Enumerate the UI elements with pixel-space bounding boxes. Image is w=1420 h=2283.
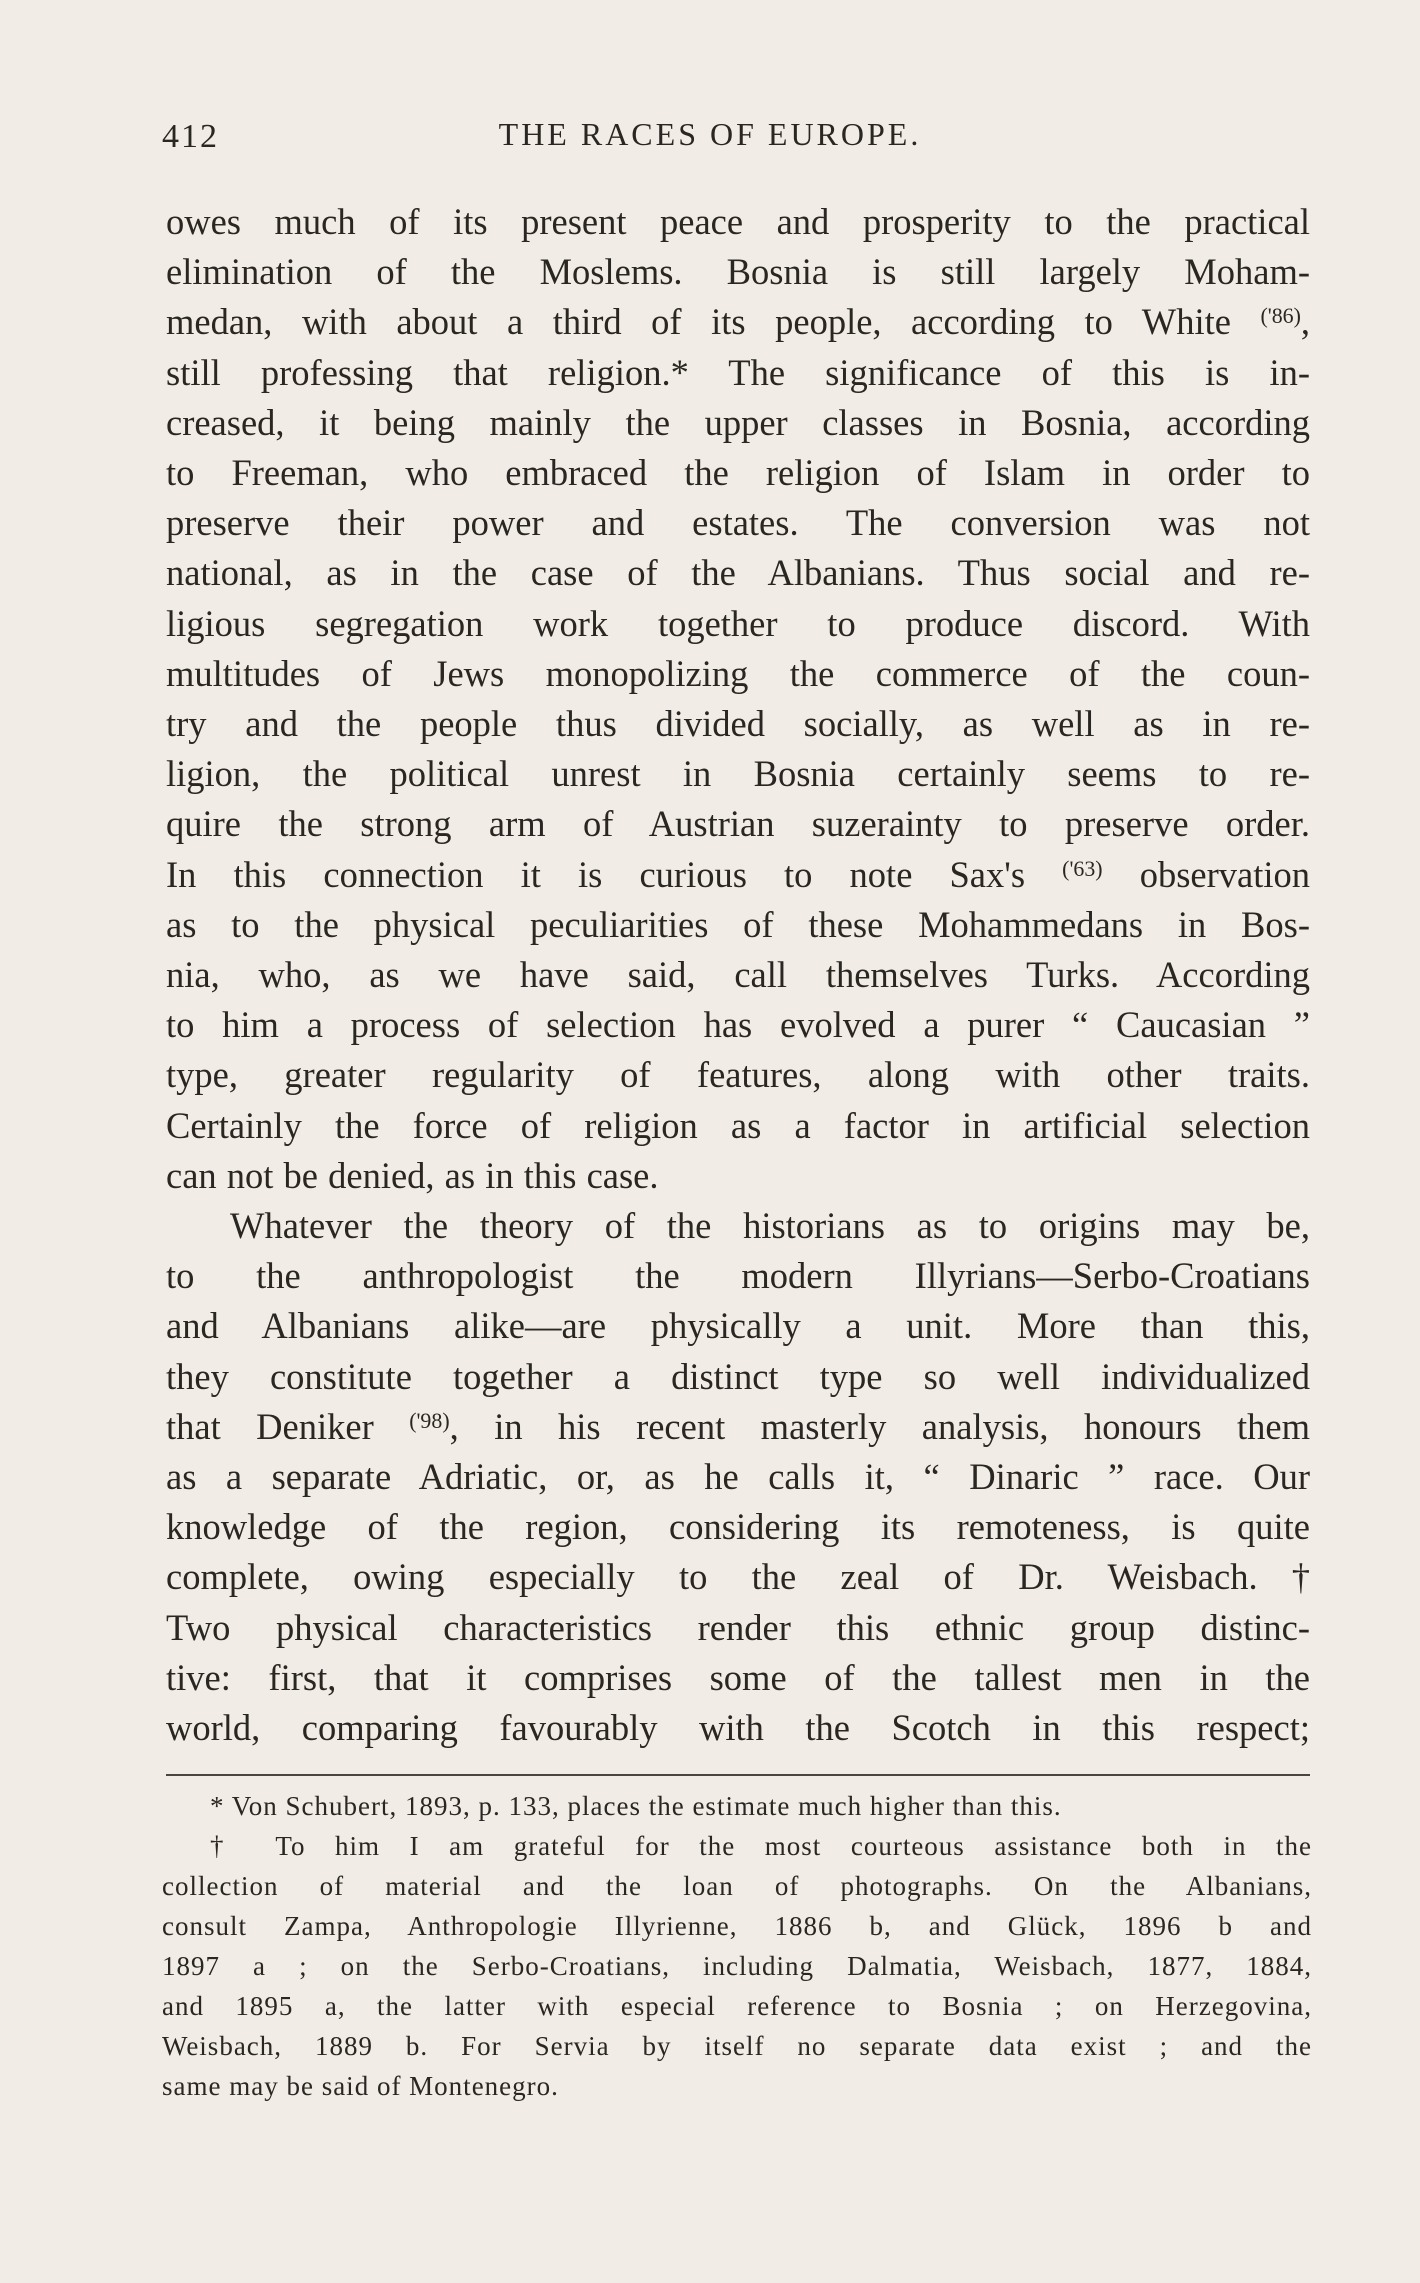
text-line: can not be denied, as in this case. — [166, 1154, 659, 1196]
text-fragment: In this connection it is curious to note Sax's — [166, 853, 1026, 895]
text-line: to him a process of selection has evolved a purer “ Caucasian ” — [166, 1004, 1310, 1046]
text-line: Certainly the force of religion as a factor in artificial selection — [166, 1104, 1310, 1146]
text-fragment: that Deniker — [166, 1405, 374, 1447]
page-header — [0, 112, 1420, 162]
text-line: they constitute together a distinct type so well individualized — [166, 1355, 1310, 1397]
footnote-line: and 1895 a, the latter with especial reference to Bosnia ; on Herzegovina, — [162, 1991, 1312, 2021]
text-fragment: , — [1300, 301, 1311, 343]
text-line: try and the people thus divided socially, as well as in re- — [166, 703, 1310, 745]
text-line: creased, it being mainly the upper classes in Bosnia, according — [166, 401, 1310, 443]
footnote-line: Weisbach, 1889 b. For Servia by itself no separate data exist ; and the — [162, 2031, 1312, 2061]
text-line: tive: first, that it comprises some of the tallest men in the — [166, 1656, 1310, 1698]
text-line: nia, who, as we have said, call themselves Turks. According — [166, 954, 1310, 996]
text-fragment: medan, with about a third of its people, according to White — [166, 301, 1231, 343]
text-line: elimination of the Moslems. Bosnia is still largely Moham- — [166, 251, 1310, 293]
paragraph-2 — [166, 1201, 1310, 1753]
text-line: ligious segregation work together to produce discord. With — [166, 602, 1310, 644]
text-line: type, greater regularity of features, along with other traits. — [166, 1054, 1310, 1096]
text-line: knowledge of the region, considering its remoteness, is quite — [166, 1506, 1310, 1548]
citation-white: ('86) — [1260, 303, 1301, 329]
text-fragment: , in his recent masterly analysis, honours them — [449, 1405, 1311, 1447]
text-line: still professing that religion.* The significance of this is in- — [166, 351, 1310, 393]
footnote-2 — [162, 1826, 1312, 2106]
body-text — [166, 197, 1310, 1753]
text-line — [166, 850, 1310, 900]
text-fragment: observation — [1102, 853, 1311, 895]
paragraph-1 — [166, 197, 1310, 1201]
text-line: as to the physical peculiarities of these Mohammedans in Bos- — [166, 903, 1310, 945]
text-line: and Albanians alike—are physically a unit. More than this, — [166, 1305, 1310, 1347]
footnotes — [162, 1786, 1312, 2106]
footnote-line: † To him I am grateful for the most courteous assistance both in the — [210, 1831, 1312, 1861]
text-line: Two physical characteristics render this ethnic group distinc- — [166, 1606, 1310, 1648]
text-line: preserve their power and estates. The conversion was not — [166, 502, 1310, 544]
footnote-line: same may be said of Montenegro. — [162, 2071, 559, 2101]
text-line — [166, 297, 1310, 347]
page-number: 412 — [162, 118, 219, 155]
footnote-line: * Von Schubert, 1893, p. 133, places the estimate much higher than this. — [210, 1791, 1062, 1821]
text-line: to Freeman, who embraced the religion of Islam in order to — [166, 452, 1310, 494]
text-line: Whatever the theory of the historians as to origins may be, — [230, 1205, 1310, 1247]
text-line: multitudes of Jews monopolizing the commerce of the coun- — [166, 652, 1310, 694]
running-head: THE RACES OF EUROPE. — [498, 116, 922, 152]
citation-deniker: ('98) — [409, 1407, 450, 1433]
text-line: owes much of its present peace and prosperity to the practical — [166, 201, 1310, 242]
footnote-line: 1897 a ; on the Serbo-Croatians, including Dalmatia, Weisbach, 1877, 1884, — [162, 1951, 1312, 1981]
text-line: ligion, the political unrest in Bosnia certainly seems to re- — [166, 753, 1310, 795]
footnote-line: collection of material and the loan of photographs. On the Albanians, — [162, 1871, 1312, 1901]
text-line: as a separate Adriatic, or, as he calls it, “ Dinaric ” race. Our — [166, 1456, 1310, 1498]
text-line — [166, 1402, 1310, 1452]
footnote-divider — [166, 1774, 1310, 1776]
text-line: to the anthropologist the modern Illyrians—Serbo-Croatians — [166, 1255, 1310, 1297]
text-line: world, comparing favourably with the Scotch in this respect; — [166, 1707, 1310, 1749]
citation-sax: ('63) — [1062, 855, 1103, 881]
text-line: national, as in the case of the Albanians. Thus social and re- — [166, 552, 1310, 594]
text-line: quire the strong arm of Austrian suzerainty to preserve order. — [166, 803, 1310, 845]
text-line: complete, owing especially to the zeal of Dr. Weisbach.† — [166, 1556, 1310, 1598]
footnote-1 — [162, 1786, 1312, 1826]
footnote-line: consult Zampa, Anthropologie Illyrienne, 1886 b, and Glück, 1896 b and — [162, 1911, 1312, 1941]
